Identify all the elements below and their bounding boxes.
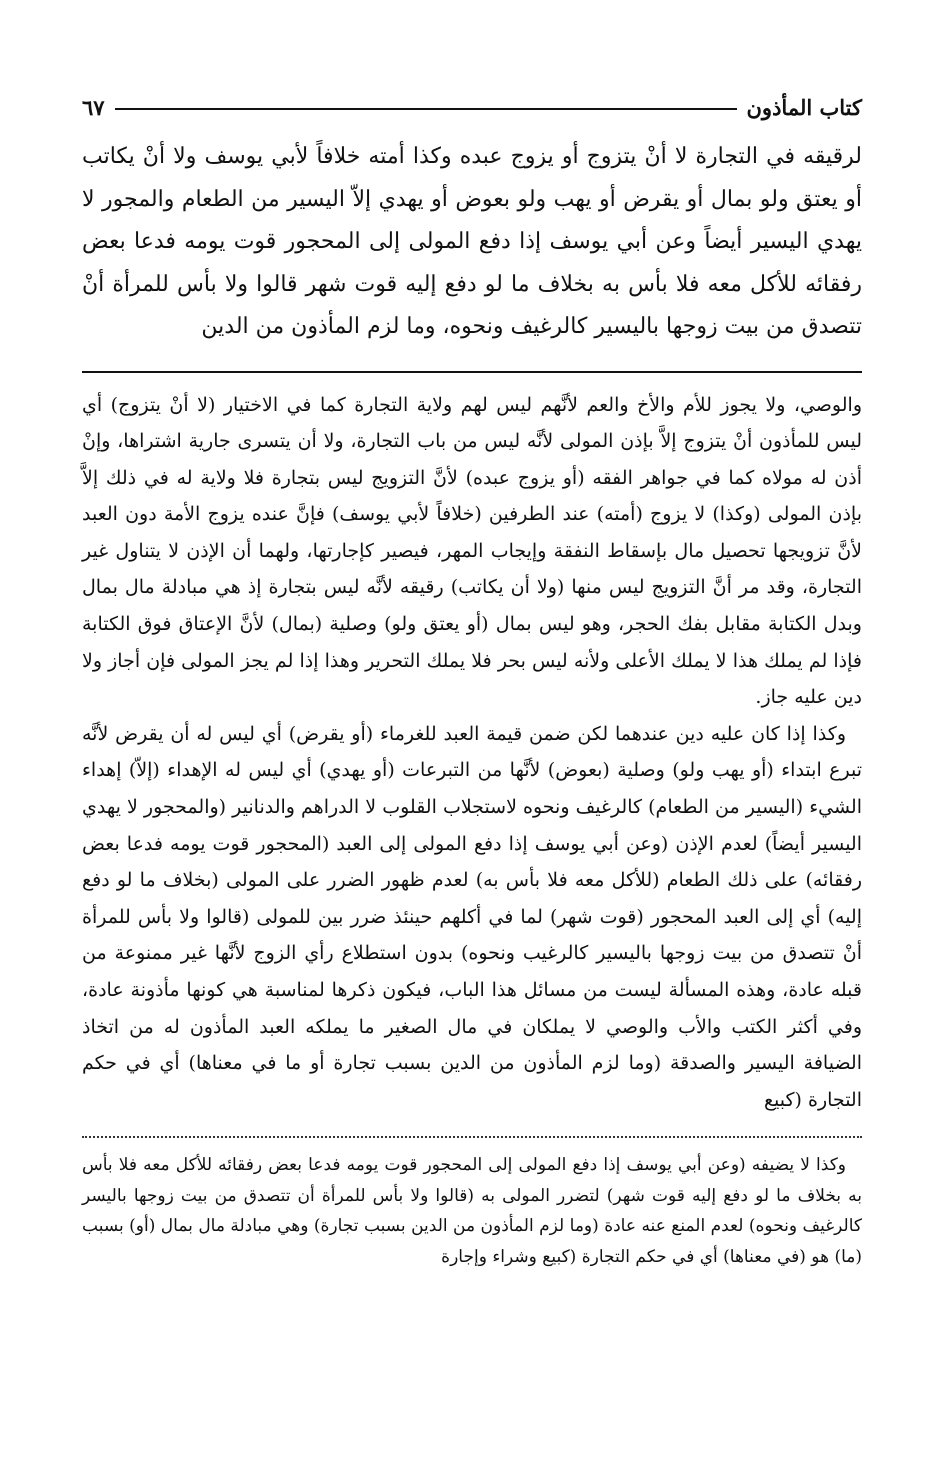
header-rule — [115, 108, 737, 110]
chapter-title: كتاب المأذون — [746, 94, 862, 120]
main-divider — [82, 371, 862, 373]
dotted-divider — [82, 1136, 862, 1138]
matn-text: لرقيقه في التجارة لا أنْ يتزوج أو يزوج عبده وكذا أمته خلافاً لأبي يوسف ولا أنْ يكاتب أو يعتق ولو بمال أو يقرض أو يهب ولو بعوض أو يهدي إلاّ اليسير من الطعام والمجور لا يهدي اليسير أيضاً وعن أبي يوسف إذا دفع المولى إلى المحجور قوت يومه فدعا بعض رفقائه للأكل معه فلا بأس به بخلاف ما لو دفع إليه قوت شهر قالوا ولا بأس للمرأة أنْ تتصدق من بيت زوجها باليسير كالرغيف ونحوه، وما لزم المأذون من الدين — [82, 144, 862, 339]
footnote-paragraph: وكذا لا يضيفه (وعن أبي يوسف إذا دفع المولى إلى المحجور قوت يومه فدعا بعض رفقائه للأكل معه فلا بأس به بخلاف ما لو دفع إليه قوت شهر) لتضرر المولى به (قالوا ولا بأس للمرأة أن تتصدق من بيت زوجها باليسر كالرغيف ونحوه) لعدم المنع عنه عادة (وما لزم المأذون من الدين بسبب تجارة) وهي مبادلة مال بمال (أو) بسبب (ما) هو (في معناها) أي في حكم التجارة (كبيع وشراء وإجارة — [82, 1155, 862, 1267]
commentary-paragraph-1: والوصي، ولا يجوز للأم والأخ والعم لأنَّهم ليس لهم ولاية التجارة كما في الاختيار (لا أنْ يتزوج) أي ليس للمأذون أنْ يتزوج إلاَّ بإذن المولى لأنَّه ليس من باب التجارة، ولا أن يتسرى جارية اشتراها، وإنْ أذن له مولاه كما في جواهر الفقه (أو يزوج عبده) لأنَّ التزويج ليس بتجارة فلا ولاية له في ذلك إلاَّ بإذن المولى (وكذا) لا يزوج (أمته) عند الطرفين (خلافاً لأبي يوسف) فإنَّ عنده يزوج الأمة دون العبد لأنَّ تزويجها تحصيل مال بإسقاط النفقة وإيجاب المهر، فيصير كإجارتها، ولهما أن الإذن لا يتناول غير التجارة، وقد مر أنَّ التزويج ليس منها (ولا أن يكاتب) رقيقه لأنَّه ليس بتجارة إذ هي مبادلة مال بمال وبدل الكتابة مقابل بفك الحجر، وهو ليس بمال (أو يعتق ولو) وصلية (بمال) لأنَّ الإعتاق فوق الكتابة فإذا لم يملك هذا لا يملك الأعلى ولأنه ليس بحر فلا يملك التحرير وهذا إذا لم يجز المولى فإن أجاز ولا دين عليه جاز. — [82, 393, 862, 709]
running-header — [82, 92, 862, 122]
commentary-paragraph-2: وكذا إذا كان عليه دين عندهما لكن ضمن قيمة العبد للغرماء (أو يقرض) أي ليس له أن يقرض لأنَّه تبرع ابتداء (أو يهب ولو) وصلية (بعوض) لأنَّها من التبرعات (أو يهدي) أي ليس له الإهداء (إلاّ) إهداء الشيء (اليسير من الطعام) كالرغيف ونحوه لاستجلاب القلوب لا الدراهم والدنانير (والمحجور لا يهدي اليسير أيضاً) لعدم الإذن (وعن أبي يوسف إذا دفع المولى إلى العبد (المحجور قوت يومه فدعا بعض رفقائه) على ذلك الطعام (للأكل معه فلا بأس به) لعدم ظهور الضرر على المولى (بخلاف ما لو دفع إليه) أي إلى العبد المحجور (قوت شهر) لما في أكلهم حينئذ ضرر بين للمولى (قالوا ولا بأس للمرأة أنْ تتصدق من بيت زوجها باليسير كالرغيب ونحوه) بدون استطلاع رأي الزوج لأنَّها غير ممنوعة من قبله عادة، وهذه المسألة ليست من مسائل هذا الباب، فيكون ذكرها لمناسبة هي كونها مأذونة عادة، وفي أكثر الكتب والأب والوصي لا يملكان في مال الصغير ما يملكه العبد المأذون له من اتخاذ الضيافة اليسير والصدقة (وما لزم المأذون من الدين بسبب تجارة أو ما في معناها) أي في حكم التجارة (كبيع — [82, 722, 862, 1111]
footnote-section — [82, 1150, 862, 1272]
commentary-section — [82, 387, 862, 1119]
book-page — [82, 92, 862, 1462]
page-number: ٦٧ — [82, 94, 105, 120]
